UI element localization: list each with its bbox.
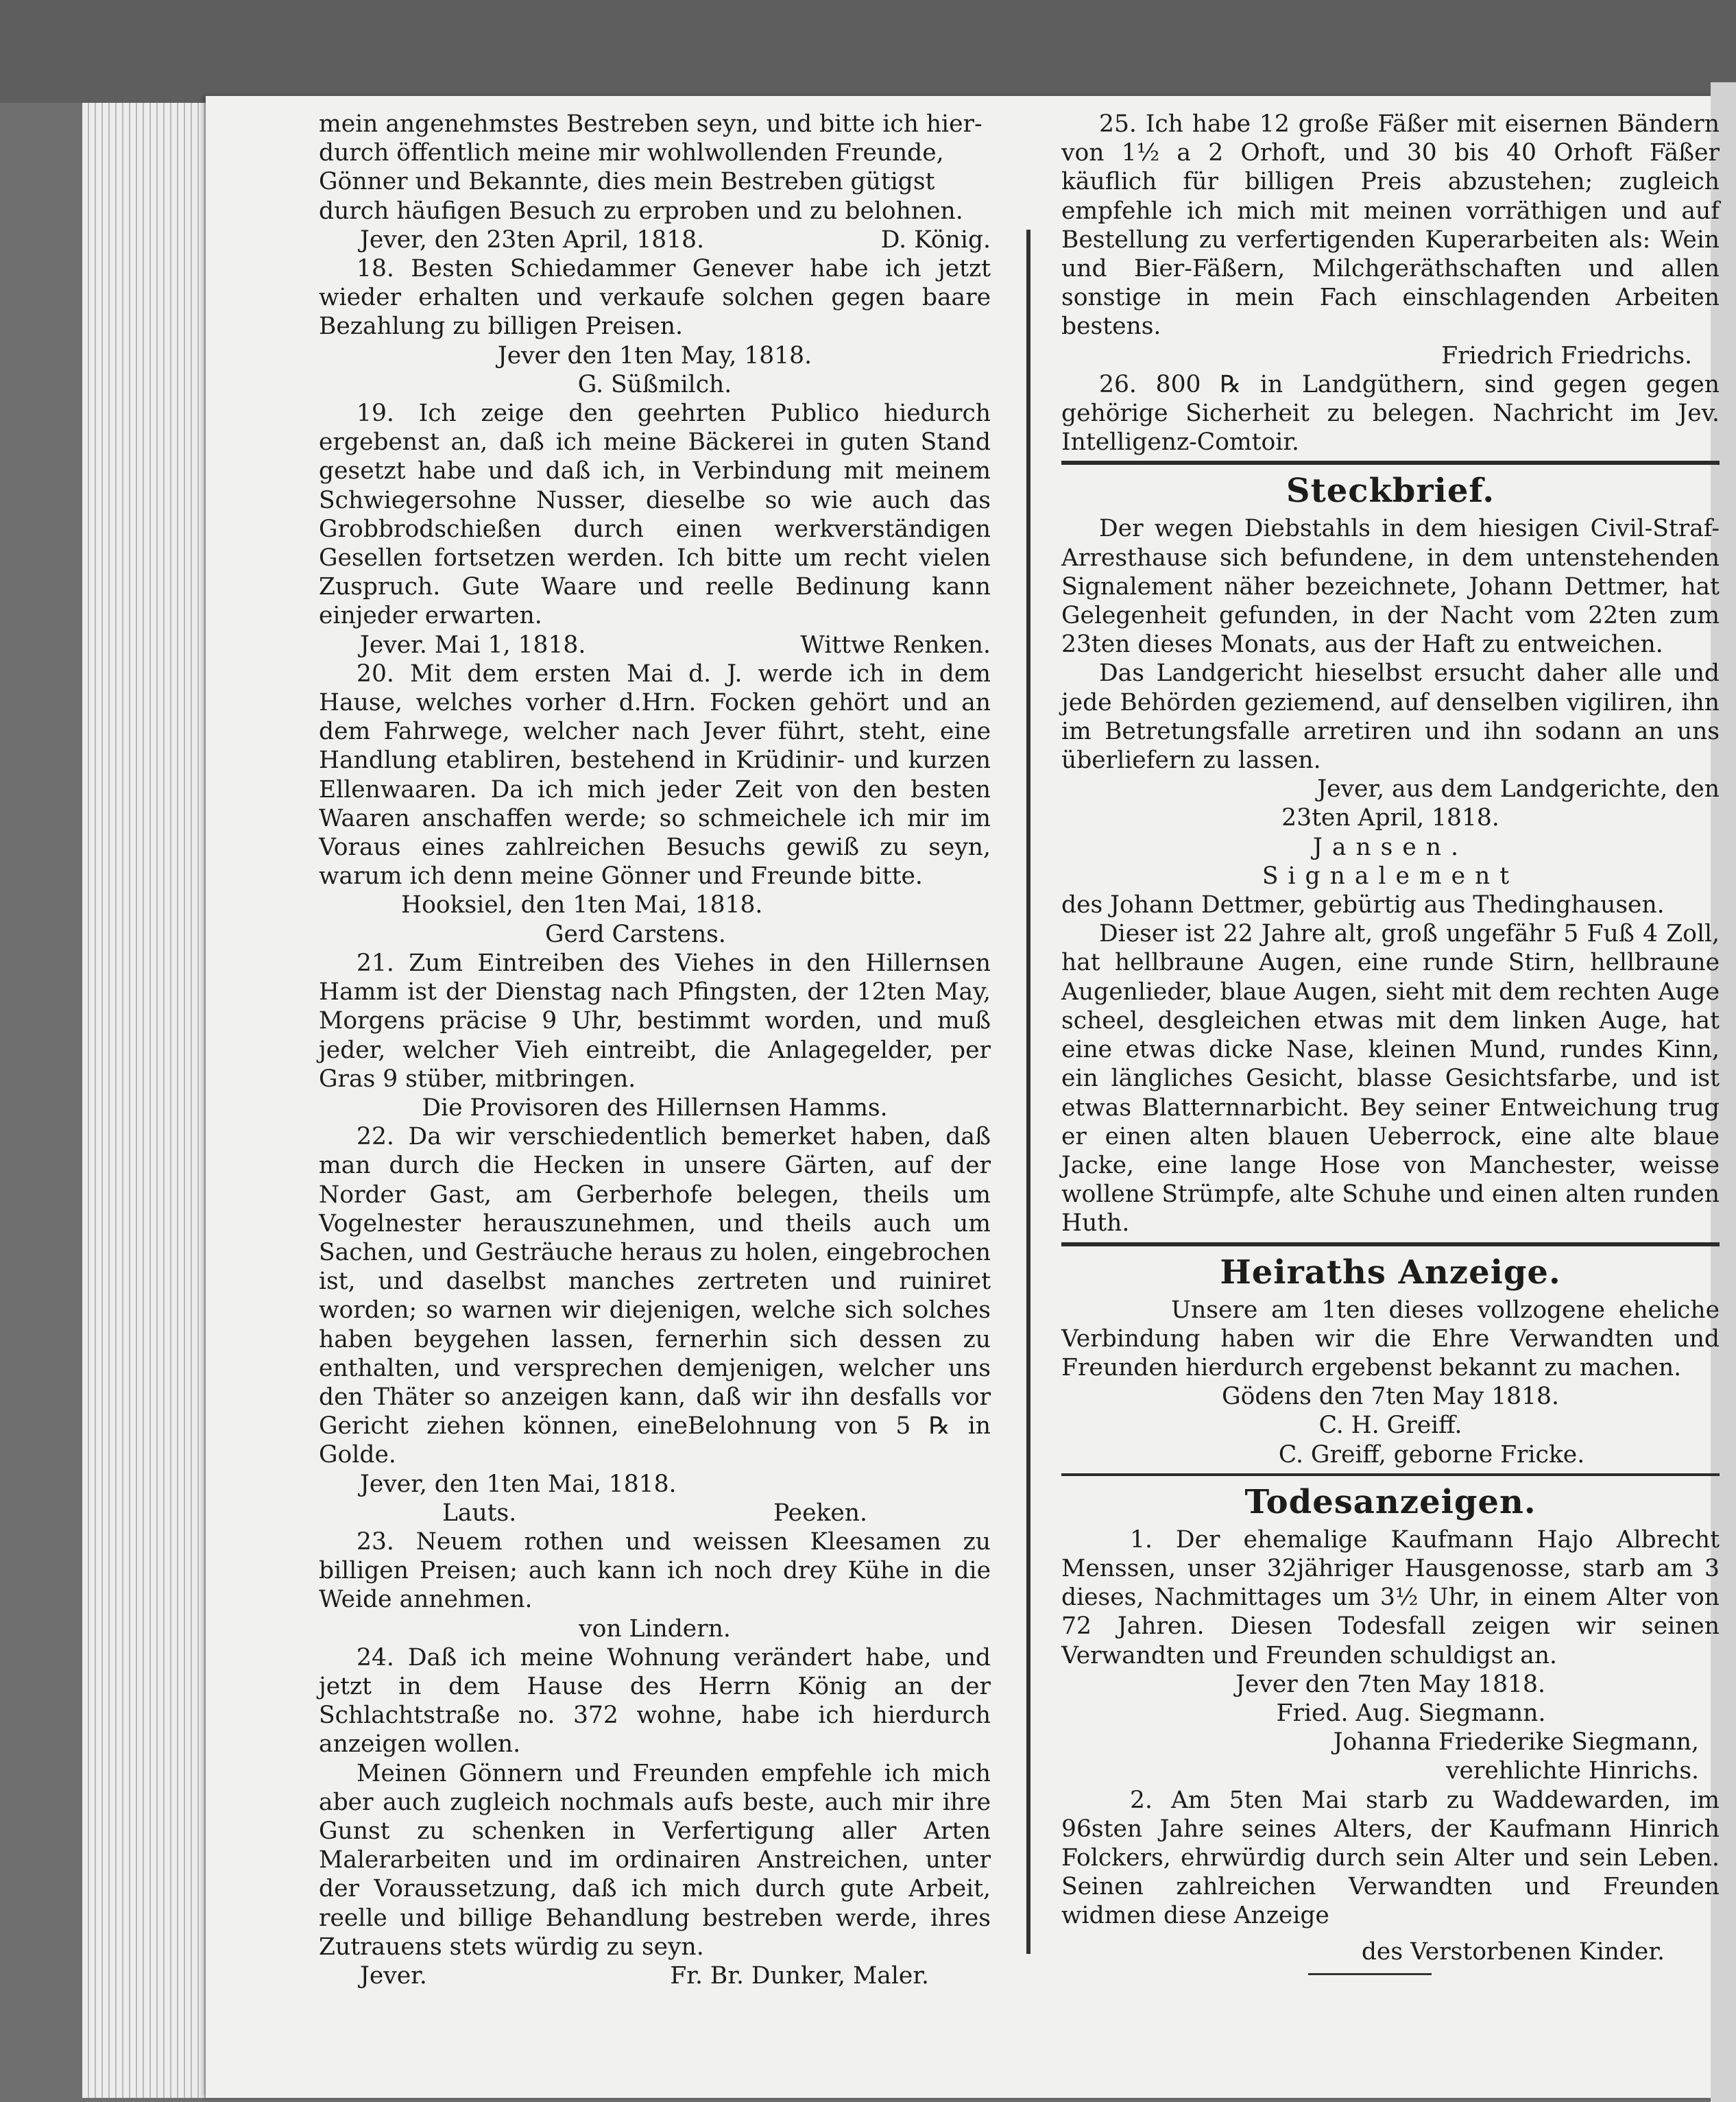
steckbrief-signature: Jansen. — [1313, 833, 1468, 861]
ad-24-continued: Meinen Gönnern und Freunden empfehle ich mich aber auch zugleich nochmals aufs beste, auch mir ihre Gunst zu schenken in Verfertigung aller Arten Malerarbeiten und im ordinairen Anstreichen, unter der Voraussetzung, daß ich mich durch gute Arbeit, reelle und billige Behandlung bestreben werde, ihres Zutrauens stets würdig zu seyn. — [319, 1759, 991, 1961]
ad-18: 18. Besten Schiedammer Genever habe ich jetzt wieder erhalten und verkaufe solchen gegen baare Bezahlung zu billigen Preisen. — [319, 255, 991, 341]
todesanzeige-1-signature-3: verehlichte Hinrichs. — [1446, 1757, 1699, 1785]
section-rule — [1061, 1242, 1720, 1246]
ad-20: 20. Mit dem ersten Mai d. J. werde ich in dem Hause, welches vorher d.Hrn. Focken gehört und an dem Fahrwege, welcher nach Jever führt, steht, eine Handlung etabliren, bestehend in Krüdinir- und kurzen Ellenwaaren. Da ich mich jeder Zeit von den besten Waaren anschaffen werde; so schmeichele ich mir im Voraus eines zahlreichen Besuchs gewiß zu seyn, warum ich denn meine Gönner und Freunde bitte. — [319, 660, 991, 891]
date-line: Jever. Mai 1, 1818. — [360, 631, 586, 659]
steckbrief-request: Das Landgericht hieselbst ersucht daher alle und jede Behörden geziemend, auf denselben vigiliren, ihn im Betretungsfalle arretiren und ihn sodann an uns überliefern zu lassen. — [1061, 660, 1720, 775]
signature: Peeken. — [773, 1499, 867, 1527]
section-rule — [1061, 1473, 1720, 1476]
steckbrief-text: Der wegen Diebstahls in dem hiesigen Civil-Straf-Arresthause sich befundene, in dem untenstehenden Signalement näher bezeichnete, Johann Dettmer, hat Gelegenheit gefunden, in der Nacht vom 22ten zum 23ten dieses Monats, aus der Haft zu entweichen. — [1061, 515, 1720, 659]
closing-rule — [1308, 1973, 1432, 1975]
heirat-text: Unsere am 1ten dieses vollzogene eheliche Verbindung haben wir die Ehre Verwandten und Freunden hierdurch ergebenst bekannt zu machen. — [1061, 1296, 1720, 1381]
scan-background — [0, 0, 1736, 103]
column-divider — [1026, 230, 1030, 1954]
heirat-date: Gödens den 7ten May 1818. — [1222, 1383, 1559, 1411]
text-line: mein angenehmstes Bestreben seyn, und bitte ich hier- — [319, 110, 982, 138]
ad-22-date: Jever, den 1ten Mai, 1818. — [360, 1470, 677, 1498]
todesanzeige-1-date: Jever den 7ten May 1818. — [1235, 1670, 1545, 1698]
steckbrief-date: 23ten April, 1818. — [1281, 804, 1499, 832]
right-column — [1061, 110, 1720, 1975]
heading-todesanzeigen: Todesanzeigen. — [1244, 1482, 1536, 1521]
text-line: Gönner und Bekannte, dies mein Bestreben gütigst — [319, 168, 935, 196]
ad-24: 24. Daß ich meine Wohnung verändert habe, und jetzt in dem Hause des Herrn König an der Schlachtstraße no. 372 wohne, habe ich hierdurch anzeigen wollen. — [319, 1643, 991, 1759]
ad-22: 22. Da wir verschiedentlich bemerket haben, daß man durch die Hecken in unsere Gärten, auf der Norder Gast, am Gerberhofe belegen, theils um Vogelnester herauszunehmen, und theils auch um Sachen, und Gesträuche heraus zu holen, eingebrochen ist, und daselbst manches zertreten und ruiniret worden; so warnen wir diejenigen, welche sich solches haben beygehen lassen, fernerhin sich dessen zu enthalten, und versprechen demjenigen, welcher uns den Thäter so anzeigen kann, daß wir ihn desfalls vor Gericht ziehen können, eineBelohnung von 5 ℞ in Golde. — [319, 1123, 991, 1469]
signalement-heading: Signalement — [1262, 862, 1519, 890]
ad-20-signature: Gerd Carstens. — [545, 920, 726, 948]
section-rule — [1061, 461, 1720, 465]
ad-19: 19. Ich zeige den geehrten Publico hiedurch ergebenst an, daß ich meine Bäckerei in guten Stand gesetzt habe und daß ich, in Verbindung mit meinem Schwiegersohne Nusser, dieselbe so wie auch das Grobbrodschießen durch einen werkverständigen Gesellen fortsetzen werden. Ich bitte um recht vielen Zuspruch. Gute Waare und reelle Bedinung kann einjeder erwarten. — [319, 400, 991, 630]
ad-18-date: Jever den 1ten May, 1818. — [497, 341, 812, 370]
ad-25: 25. Ich habe 12 große Fäßer mit eisernen Bändern von 1½ a 2 Orhoft, und 30 bis 40 Orhoft Fäßer käuflich für billigen Preis abzustehen; zugleich empfehle ich mich mit meinen vorräthigen und auf Bestellung zu verfertigenden Kuperarbeiten als: Wein und Bier-Fäßern, Milchgeräthschaften und allen sonstige in mein Fach einschlagenden Arbeiten bestens. — [1061, 110, 1720, 341]
signature: Lauts. — [442, 1499, 517, 1527]
signature: Fr. Br. Dunker, Maler. — [670, 1962, 929, 1990]
place-line: Jever. — [360, 1962, 427, 1990]
ad-20-date: Hooksiel, den 1ten Mai, 1818. — [401, 891, 763, 919]
ad-26: 26. 800 ℞ in Landgüthern, sind gegen gegen gehörige Sicherheit zu belegen. Nachricht im Jev. Intelligenz-Comtoir. — [1061, 370, 1720, 457]
todesanzeige-1-signature-2: Johanna Friederike Siegmann, — [1333, 1728, 1699, 1756]
todesanzeige-1: 1. Der ehemalige Kaufmann Hajo Albrecht Menssen, unser 32jähriger Hausgenosse, starb am 3 dieses, Nachmittages um 3½ Uhr, in einem Alter von 72 Jahren. Diesen Todesfall zeigen wir seinen Verwandten und Freunden schuldigst an. — [1061, 1525, 1720, 1669]
heirat-signature-2: C. Greiff, geborne Fricke. — [1278, 1440, 1585, 1469]
text-line: durch häufigen Besuch zu erproben und zu belohnen. — [319, 197, 963, 225]
page-stack-edges — [82, 103, 219, 2098]
steckbrief-place: Jever, aus dem Landgerichte, den — [1317, 775, 1720, 804]
text-line: durch öffentlich meine mir wohlwollenden Freunde, — [319, 139, 944, 167]
signalement-subtitle: des Johann Dettmer, gebürtig aus Thedinghausen. — [1061, 891, 1665, 919]
todesanzeige-2: 2. Am 5ten Mai starb zu Waddewarden, im 96sten Jahre seines Alters, der Kaufmann Hinrich Folckers, ehrwürdig durch sein Alter und sein Leben. Seinen zahlreichen Verwandten und Freunden widmen diese Anzeige — [1061, 1786, 1720, 1930]
ad-18-signature: G. Süßmilch. — [577, 370, 732, 398]
ad-21: 21. Zum Eintreiben des Viehes in den Hillernsen Hamm ist der Dienstag nach Pfingsten, der 12ten May, Morgens präcise 9 Uhr, bestimmt worden, und muß jeder, welcher Vieh eintreibt, die Anlagegelder, per Gras 9 stüber, mitbringen. — [319, 949, 991, 1093]
ad-19-footer — [319, 631, 991, 660]
intro-lines — [319, 110, 991, 226]
left-column — [319, 110, 991, 1990]
signalement-text: Dieser ist 22 Jahre alt, groß ungefähr 5 Fuß 4 Zoll, hat hellbraune Augen, eine runde Stirn, hellbraune Augenlieder, blaue Augen, sieht mit dem rechten Auge scheel, desgleichen etwas mit dem linken Auge, hat eine etwas dicke Nase, kleinen Mund, rundes Kinn, ein längliches Gesicht, blasse Gesichtsfarbe, und ist etwas Blatternnarbicht. Bey seiner Entweichung trug er einen alten blauen Ueberrock, eine alte blaue Jacke, eine lange Hose von Manchester, weisse wollene Strümpfe, alte Schuhe und einen alten runden Huth. — [1061, 920, 1720, 1237]
ad-23-signature: von Lindern. — [579, 1615, 731, 1643]
ad-24-footer — [319, 1961, 991, 1990]
signature: D. König. — [880, 226, 991, 254]
ad-22-signatures — [319, 1499, 991, 1527]
ad-23: 23. Neuem rothen und weissen Kleesamen zu billigen Preisen; auch kann ich noch drey Kühe in die Weide annehmen. — [319, 1527, 991, 1614]
heading-steckbrief: Steckbrief. — [1286, 472, 1495, 511]
todesanzeige-1-signature-1: Fried. Aug. Siegmann. — [1276, 1699, 1546, 1727]
ad-21-signature: Die Provisoren des Hillernsen Hamms. — [422, 1094, 888, 1122]
date-line: Jever, den 23ten April, 1818. — [360, 226, 705, 254]
ad-25-signature: Friedrich Friedrichs. — [1441, 341, 1692, 370]
heading-heirat: Heiraths Anzeige. — [1220, 1253, 1561, 1292]
todesanzeige-2-signature: des Verstorbenen Kinder. — [1361, 1937, 1665, 1966]
heirat-signature-1: C. H. Greiff. — [1318, 1412, 1462, 1440]
date-signature-row — [319, 226, 991, 254]
signature: Wittwe Renken. — [800, 631, 991, 659]
